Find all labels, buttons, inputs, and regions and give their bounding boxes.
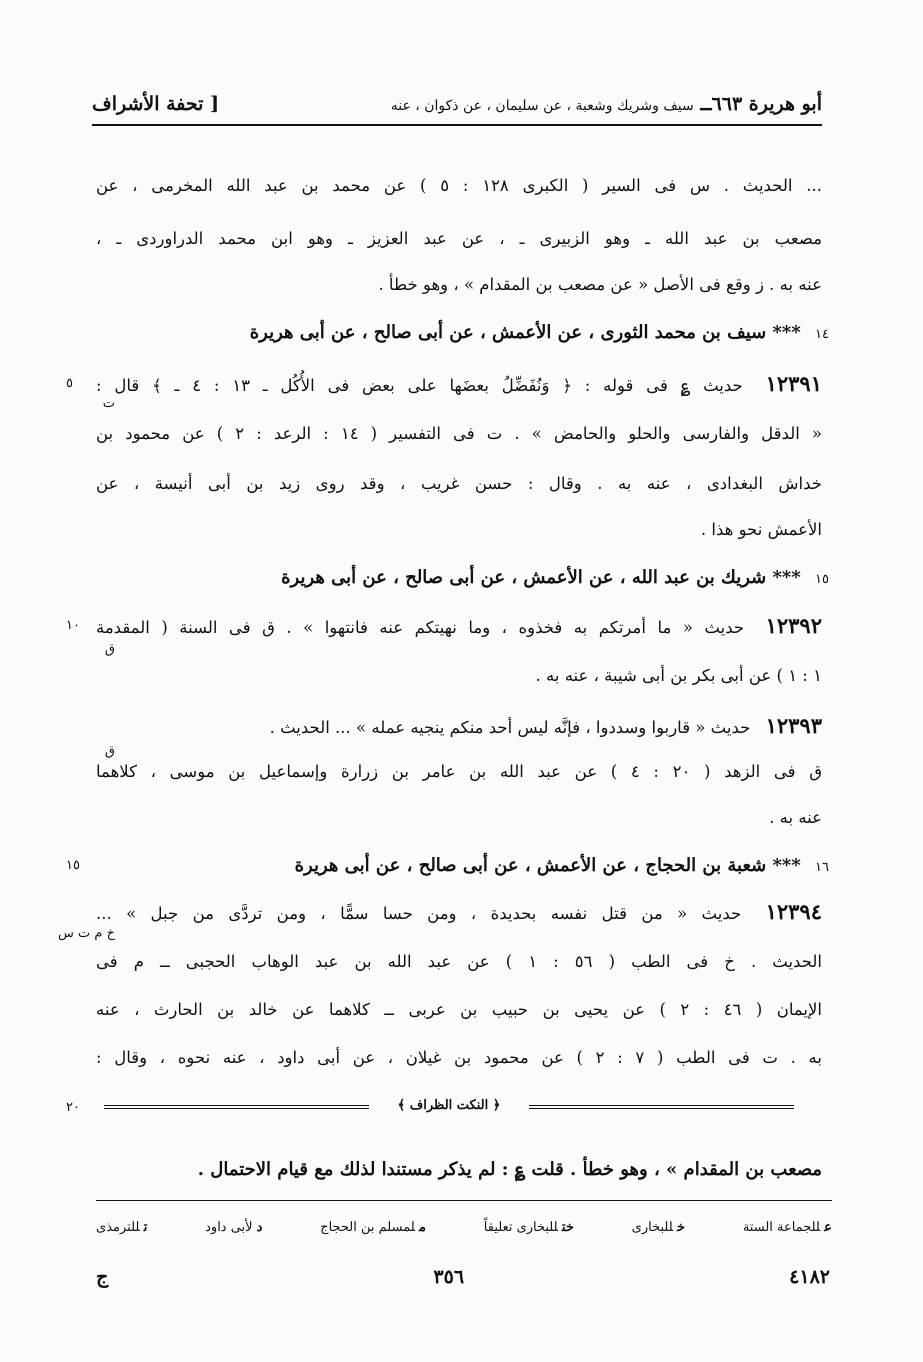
- hadith-number: ١٢٣٩٤: [765, 899, 822, 924]
- abbreviation-item: [320, 1220, 426, 1235]
- hadith-sigla: ق: [104, 744, 115, 759]
- section-title: *** سيف بن محمد الثورى ، عن الأعمش ، عن أبى صالح ، عن أبى هريرة: [249, 322, 801, 343]
- section-heading: [69, 313, 829, 353]
- abbreviation-symbol: خت: [561, 1219, 574, 1235]
- text-line: عنه به .: [769, 808, 822, 827]
- text-line: الأعمش نحو هذا .: [700, 520, 822, 539]
- volume-number: ٤١٨٢: [789, 1266, 830, 1288]
- notes-separator: [104, 1098, 794, 1118]
- separator-rule: [529, 1105, 794, 1109]
- margin-line-number: ٥: [66, 376, 73, 391]
- hadith-entry: [96, 606, 822, 646]
- signature-mark: ج: [96, 1266, 109, 1288]
- margin-line-number: ١٠: [66, 618, 80, 633]
- text-line: ... الحديث . س فى السير ( الكبرى ١٢٨ : ٥ ) عن محمد بن عبد الله المخرمى ، عن: [96, 176, 822, 195]
- abbreviation-item: [743, 1220, 832, 1235]
- separator-rule: [104, 1105, 369, 1109]
- page-number: ٣٥٦: [433, 1266, 465, 1288]
- footnote-rule: [96, 1200, 832, 1201]
- text-line: عنه به . ز وقع فى الأصل « عن مصعب بن المقدام » ، وهو خطأ .: [378, 275, 822, 294]
- abbreviation-text: للبخارى تعليقاً: [483, 1219, 558, 1235]
- footnote-text: مصعب بن المقدام » ، وهو خطأ . قلت ؏ : لم يذكر مستندا لذلك مع قيام الاحتمال .: [197, 1159, 822, 1180]
- abbreviations-key: [96, 1212, 832, 1242]
- abbreviation-text: للجماعة الستة: [742, 1219, 821, 1235]
- hadith-number: ١٢٣٩٣: [765, 713, 822, 738]
- section-heading: [69, 558, 829, 598]
- section-title: *** شريك بن عبد الله ، عن الأعمش ، عن أبى صالح ، عن أبى هريرة: [281, 567, 801, 588]
- abbreviation-symbol: ت: [143, 1219, 148, 1235]
- abbreviation-item: [484, 1220, 574, 1235]
- text-line: ١ : ١ ) عن أبى بكر بن أبى شيبة ، عنه به .: [535, 666, 822, 685]
- section-number: ١٥: [815, 572, 829, 587]
- abbreviation-symbol: ع: [824, 1219, 832, 1235]
- text-line: الحديث . خ فى الطب ( ٥٦ : ١ ) عن عبد الله بن عبد الوهاب الحجبى ــ م فى: [96, 952, 822, 971]
- text-line: به . ت فى الطب ( ٧ : ٢ ) عن محمود بن غيلان ، عن أبى داود ، عنه نحوه ، وقال :: [96, 1048, 822, 1067]
- hadith-entry: [96, 364, 822, 404]
- hadith-number: ١٢٣٩٢: [765, 613, 822, 638]
- book-title: [ تحفة الأشراف: [92, 93, 220, 115]
- text-line: خداش البغدادى ، عنه به . وقال : حسن غريب ، وقد روى زيد بن أبى أنيسة ، عن: [96, 474, 822, 493]
- hadith-text: حديث « قاربوا وسددوا ، فإنَّه ليس أحد منكم ينجيه عمله » ... الحديث .: [269, 718, 751, 737]
- header-main: [391, 93, 822, 115]
- page-footer: [96, 1262, 830, 1292]
- hadith-entry: [96, 706, 822, 746]
- abbreviation-item: [632, 1220, 685, 1235]
- section-heading: [69, 846, 829, 886]
- abbreviation-text: لمسلم بن الحجاج: [320, 1219, 416, 1235]
- separator-label: ﴿ النكت الظراف ﴾: [397, 1098, 501, 1113]
- abbreviation-text: لأبى داود: [205, 1219, 253, 1235]
- hadith-sigla: خ م ت س: [58, 926, 115, 941]
- hadith-entry: [96, 892, 822, 932]
- abbreviation-text: للبخارى: [631, 1219, 673, 1235]
- header-chain: سيف وشريك وشعبة ، عن سليمان ، عن ذكوان ، عنه: [390, 98, 694, 114]
- hadith-number: ١٢٣٩١: [765, 371, 822, 396]
- margin-line-number: ٢٠: [66, 1100, 80, 1115]
- text-line: « الدقل والفارسى والحلو والحامض » . ت فى التفسير ( ١٤ : الرعد : ٢ ) عن محمود بن: [96, 424, 822, 443]
- hadith-text: حديث ؏ فى قوله : ﴿ وَنُفَضِّلُ بعضَها على بعض فى الأُكُل ـ ١٣ : ٤ ـ ﴾ قال :: [96, 376, 743, 395]
- abbreviation-item: [96, 1220, 147, 1235]
- section-number: ١٦: [815, 860, 829, 875]
- hadith-text: حديث « من قتل نفسه بحديدة ، ومن حسا سمًّا ، ومن تردَّى من جبل » ...: [96, 904, 742, 923]
- running-header: [92, 84, 822, 126]
- section-title: *** شعبة بن الحجاج ، عن الأعمش ، عن أبى صالح ، عن أبى هريرة: [294, 855, 801, 876]
- abbreviation-symbol: م: [419, 1219, 426, 1235]
- abbreviation-item: [205, 1220, 262, 1235]
- hadith-sigla: ت: [102, 396, 115, 411]
- hadith-text: حديث « ما أمرتكم به فخذوه ، وما نهيتكم عنه فانتهوا » . ق فى السنة ( المقدمة: [96, 618, 745, 637]
- text-line: الإيمان ( ٤٦ : ٢ ) عن يحيى بن حبيب بن عربى ــ كلاهما عن خالد بن الحارث ، عنه: [96, 1000, 822, 1019]
- margin-line-number: ١٥: [66, 858, 80, 873]
- section-number: ١٤: [815, 327, 829, 342]
- header-narrator: أبو هريرة ٦٦٣ــ: [700, 93, 822, 115]
- abbreviation-text: للترمذى: [96, 1219, 140, 1235]
- text-line: ق فى الزهد ( ٢٠ : ٤ ) عن عبد الله بن عامر بن زرارة وإسماعيل بن موسى ، كلاهما: [96, 762, 822, 781]
- abbreviation-symbol: د: [256, 1219, 263, 1235]
- abbreviation-symbol: خ: [677, 1219, 686, 1235]
- text-line: مصعب بن عبد الله ـ وهو الزبيرى ـ ، عن عبد العزيز ـ وهو ابن محمد الدراوردى ـ ،: [96, 229, 822, 248]
- hadith-sigla: ق: [104, 642, 115, 657]
